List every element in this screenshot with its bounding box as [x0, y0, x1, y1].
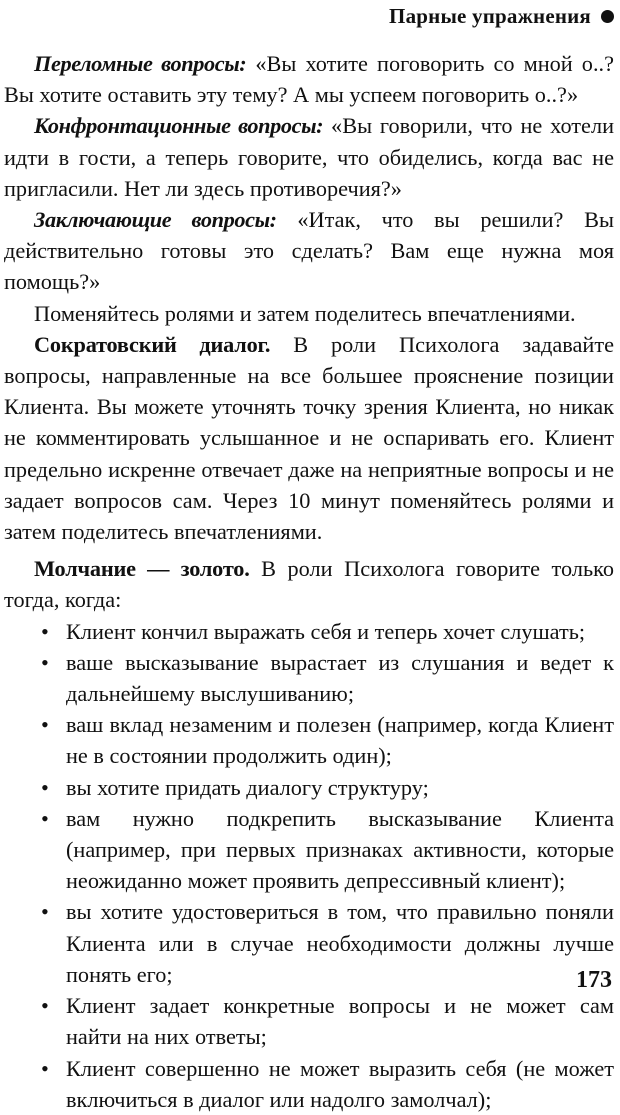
- list-item-text: Клиент совершенно не может выразить себя (не может включиться в диалог или надолго замолчал);: [66, 1055, 614, 1112]
- list-item-text: ваше высказывание вырастает из слушания и ведет к дальнейшему выслушиванию;: [66, 649, 614, 707]
- list-item-text: Клиент задает конкретные вопросы и не может сам найти на них ответы;: [66, 993, 614, 1050]
- running-header-title: Парные упражнения: [389, 4, 591, 28]
- page-number: 173: [576, 967, 612, 993]
- filled-circle-icon: [601, 10, 614, 23]
- list-item-text: Клиент кончил выражать себя и теперь хочет слушать;: [66, 618, 586, 644]
- running-header: [389, 4, 614, 29]
- list-item: [4, 990, 614, 1052]
- term-silence-is-gold: Молчание — золото.: [34, 556, 250, 582]
- list-item: [4, 803, 614, 897]
- paragraph-text: В роли Психолога говорите только тогда, когда:: [4, 556, 615, 613]
- paragraph-text: В роли Психолога задавайте вопросы, направленные на все большее прояснение позиции Клиента. Вы можете уточнять точку зрения Клиента, но никак не комментировать услышанное и не оспаривать его. Клиент предельно искренне отвечает даже на неприятные вопросы и не задает вопросов сам. Через 10 минут поменяйтесь ролями и затем поделитесь впечатлениями.: [4, 331, 614, 545]
- list-item: [4, 772, 614, 803]
- term-concluding-questions: Заключающие вопросы:: [34, 207, 277, 233]
- paragraph-silence-is-gold: [4, 553, 614, 615]
- list-item-text: вы хотите удостовериться в том, что правильно поняли Клиента или в случае необходимости должны лучше понять его;: [66, 899, 614, 987]
- bullet-icon: •: [41, 712, 49, 738]
- list-item-text: вам нужно подкрепить высказывание Клиента (например, при первых признаках активности, которые неожиданно может проявить депрессивный клиент);: [66, 805, 614, 894]
- bullet-icon: •: [41, 774, 49, 800]
- bullet-icon: •: [41, 649, 49, 675]
- bullet-icon: •: [41, 618, 49, 644]
- paragraph-text: «Вы хотите поговорить со мной о..? Вы хотите оставить эту тему? А мы успеем поговорить о..?»: [4, 51, 614, 108]
- term-turning-questions: Переломные вопросы:: [34, 51, 247, 76]
- term-confrontation-questions: Конфронтационные вопросы:: [34, 113, 324, 139]
- list-item: [4, 896, 614, 990]
- bullet-icon: •: [41, 1055, 49, 1081]
- list-item: [4, 1053, 614, 1115]
- term-socratic-dialogue: Сократовский диалог.: [34, 331, 271, 357]
- list-item: [4, 647, 614, 709]
- page-body: [4, 48, 614, 1115]
- paragraph-socratic-dialogue: [4, 329, 614, 547]
- paragraph-confrontation-questions: [4, 110, 614, 204]
- paragraph-concluding-questions: [4, 204, 614, 298]
- paragraph-turning-questions: [4, 48, 614, 110]
- list-item-text: ваш вклад незаменим и полезен (например, когда Клиент не в состоянии продолжить один);: [66, 712, 614, 769]
- list-item-text: вы хотите придать диалогу структуру;: [66, 774, 429, 800]
- bullet-icon: •: [41, 899, 49, 925]
- paragraph-text: «Вы говорили, что не хотели идти в гости, а теперь говорите, что обиделись, когда вас не пригласили. Нет ли здесь противоречия?»: [4, 113, 615, 201]
- list-item: [4, 616, 614, 647]
- bullet-icon: •: [41, 805, 49, 831]
- paragraph-swap-roles: [4, 298, 614, 329]
- bullet-list: [4, 616, 614, 1115]
- list-item: [4, 709, 614, 771]
- paragraph-text: «Итак, что вы решили? Вы действительно готовы это сделать? Вам еще нужна моя помощь?»: [4, 207, 615, 295]
- paragraph-text: Поменяйтесь ролями и затем поделитесь впечатлениями.: [34, 300, 576, 326]
- bullet-icon: •: [41, 993, 49, 1019]
